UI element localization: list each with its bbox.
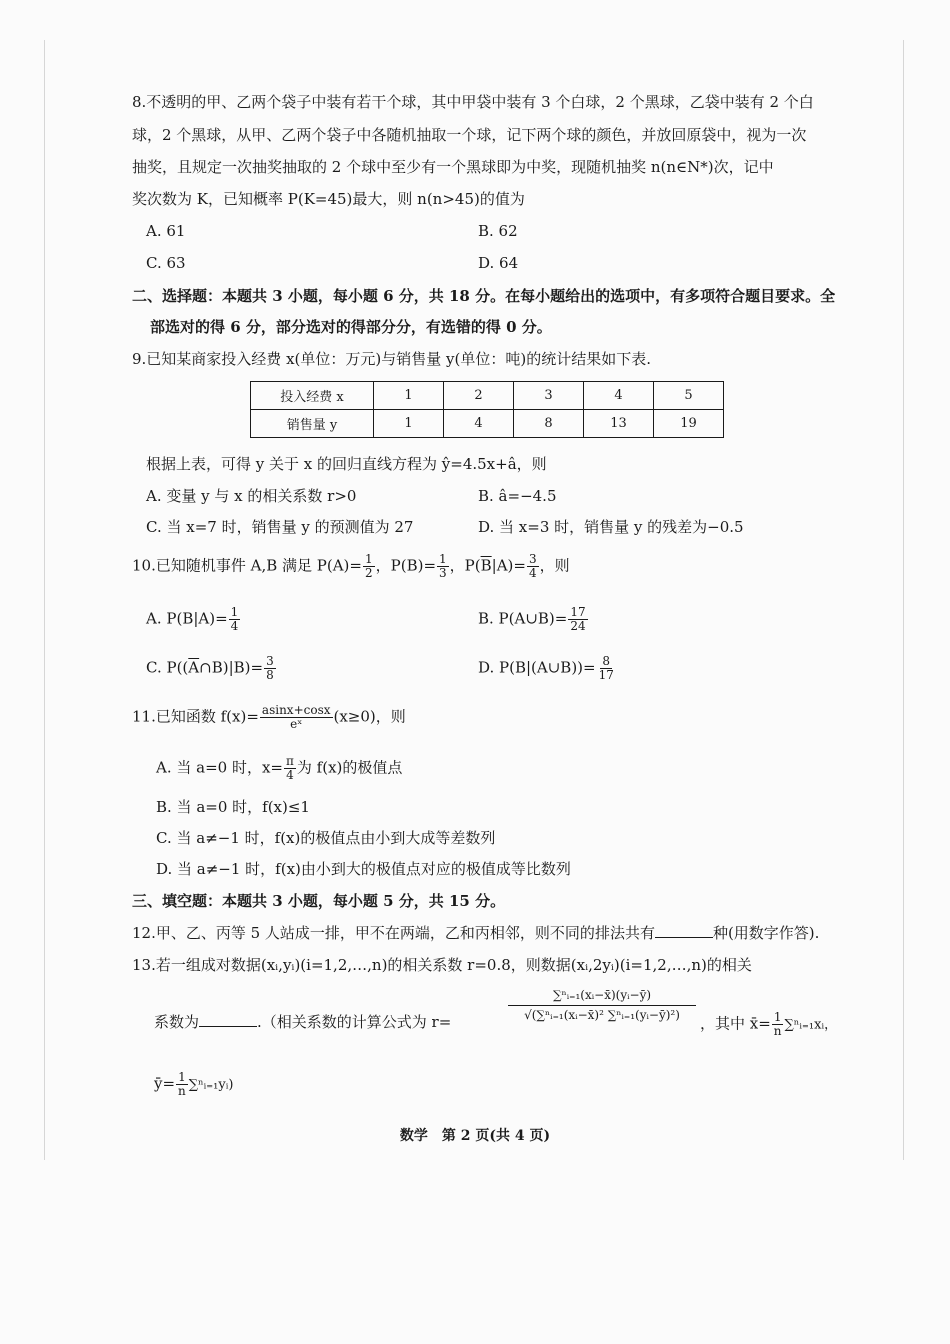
table-header-investment: 投入经费 x	[251, 382, 374, 410]
answer-blank[interactable]	[199, 1012, 257, 1027]
fraction	[284, 755, 296, 782]
table-header-sales: 销售量 y	[251, 410, 374, 438]
denominator: 24	[570, 619, 586, 633]
numerator: 3	[266, 654, 274, 668]
fraction	[772, 1011, 784, 1038]
table-cell: 4	[584, 382, 654, 410]
q10-option-a	[146, 606, 241, 633]
q11-stem-suffix: (x≥0)，则	[333, 707, 406, 726]
q10-stem-suffix: ，则	[539, 556, 570, 575]
q13-xbar-def	[700, 1011, 837, 1038]
denominator: eˣ	[290, 717, 303, 731]
q8-line4: 奖次数为 K，已知概率 P(K=45)最大，则 n(n>45)的值为	[132, 190, 525, 208]
q11-option-a	[156, 755, 402, 782]
q13-ybar-def	[154, 1071, 233, 1098]
formula-denominator: √(∑ⁿᵢ₌₁(xᵢ−x̄)² ∑ⁿᵢ₌₁(yᵢ−ȳ)²)	[524, 1008, 680, 1022]
table-cell: 4	[444, 410, 514, 438]
q10-option-c	[146, 655, 277, 682]
table-cell: 13	[584, 410, 654, 438]
q13-line1: 13.若一组成对数据(xᵢ,yᵢ)(i=1,2,…,n)的相关系数 r=0.8，则数据(xᵢ,2yᵢ)(i=1,2,…,n)的相关	[132, 956, 752, 974]
q10-complement-b: $\overline{B}$	[480, 556, 492, 575]
option-text: ∩B)|B)=	[199, 658, 264, 677]
numerator: asinx+cosx	[261, 703, 331, 717]
q10-pc-text-b: |A)=	[491, 556, 526, 575]
q8-option-d: D. 64	[478, 254, 519, 272]
q12-stem	[132, 922, 819, 944]
numerator: 1	[439, 552, 447, 566]
table-cell: 1	[374, 410, 444, 438]
option-text: A. P(B|A)=	[146, 609, 228, 628]
q8-option-c: C. 63	[146, 254, 186, 272]
q8-line2: 球，2 个黑球，从甲、乙两个袋子中各随机抽取一个球，记下两个球的颜色，并放回原袋中，视为一次	[132, 126, 807, 144]
fraction	[527, 553, 539, 580]
q9-data-table	[250, 381, 724, 438]
table-cell: 1	[374, 382, 444, 410]
q12-text: 12.甲、乙、丙等 5 人站成一排，甲不在两端，乙和丙相邻，则不同的排法共有	[132, 924, 655, 942]
q10-stem	[132, 553, 570, 580]
fraction	[568, 606, 587, 633]
option-text: D. P(B|(A∪B))=	[478, 658, 596, 677]
q9-stem: 9.已知某商家投入经费 x(单位：万元)与销售量 y(单位：吨)的统计结果如下表.	[132, 350, 651, 368]
q13-text: ，其中 x̄=	[700, 1014, 771, 1033]
q11-stem	[132, 704, 406, 731]
q13-line2-prefix	[154, 1011, 451, 1033]
q9-option-b: B. â=−4.5	[478, 487, 557, 505]
denominator: 4	[528, 566, 537, 580]
q9-regression-line: 根据上表，可得 y 关于 x 的回归直线方程为 ŷ=4.5x+â，则	[146, 455, 547, 473]
q8-line1: 8.不透明的甲、乙两个袋子中装有若干个球，其中甲袋中装有 3 个白球，2 个黑球，乙袋中装有 2 个白	[132, 93, 814, 111]
numerator: 3	[528, 552, 537, 566]
correlation-formula	[508, 988, 696, 1022]
numerator: 1	[773, 1010, 782, 1024]
q13-ybar-sum: ∑ⁿᵢ₌₁yᵢ)	[188, 1077, 234, 1093]
section2-heading-line1: 二、选择题：本题共 3 小题，每小题 6 分，共 18 分。在每小题给出的选项中，有多项符合题目要求。全	[132, 287, 836, 305]
q10-stem-prefix: 10.已知随机事件 A,B 满足 P(A)=	[132, 556, 362, 575]
denominator: 4	[286, 768, 294, 782]
q11-option-d: D. 当 a≠−1 时，f(x)由小到大的极值点对应的极值成等比数列	[156, 860, 571, 878]
table-row	[251, 410, 724, 438]
q10-pb-text: ，P(B)=	[375, 556, 437, 575]
table-row	[251, 382, 724, 410]
denominator: 3	[439, 566, 447, 580]
numerator: π	[286, 754, 294, 768]
q8-option-b: B. 62	[478, 222, 518, 240]
q11-option-b: B. 当 a=0 时，f(x)≤1	[156, 798, 310, 816]
q13-xbar-sum: ∑ⁿᵢ₌₁xᵢ，	[784, 1017, 838, 1033]
denominator: n	[773, 1024, 782, 1038]
numerator: 8	[602, 654, 611, 668]
section3-heading: 三、填空题：本题共 3 小题，每小题 5 分，共 15 分。	[132, 892, 506, 910]
denominator: 8	[266, 668, 274, 682]
q13-text: ȳ=	[154, 1074, 176, 1093]
table-cell: 19	[654, 410, 724, 438]
page-footer: 数学 第 2 页(共 4 页)	[399, 1128, 551, 1144]
fraction	[260, 704, 333, 731]
numerator: 17	[570, 605, 586, 619]
table-cell: 3	[514, 382, 584, 410]
numerator: 1	[178, 1070, 186, 1084]
q9-option-a: A. 变量 y 与 x 的相关系数 r>0	[146, 487, 357, 505]
denominator: 2	[364, 566, 373, 580]
denominator: 4	[230, 619, 239, 633]
q10-pc-text: ，P(	[449, 556, 481, 575]
table-cell: 8	[514, 410, 584, 438]
option-text: A. 当 a=0 时，x=	[156, 758, 283, 777]
q13-text: 系数为	[154, 1013, 200, 1031]
fraction	[437, 553, 449, 580]
q10-option-d	[478, 655, 617, 682]
numerator: 1	[364, 552, 373, 566]
page-edge-right	[903, 40, 904, 1160]
denominator: n	[178, 1084, 186, 1098]
q11-stem-prefix: 11.已知函数 f(x)=	[132, 707, 259, 726]
fraction	[363, 553, 375, 580]
fraction	[597, 655, 616, 682]
option-text: C. P((	[146, 658, 189, 677]
option-text: 为 f(x)的极值点	[296, 758, 403, 777]
q11-option-c: C. 当 a≠−1 时，f(x)的极值点由小到大成等差数列	[156, 829, 496, 847]
option-text: B. P(A∪B)=	[478, 609, 568, 628]
denominator: 17	[598, 668, 614, 682]
q8-line3: 抽奖，且规定一次抽奖抽取的 2 个球中至少有一个黑球即为中奖，现随机抽奖 n(n∈N*)次，记中	[132, 158, 774, 176]
fraction	[176, 1071, 188, 1098]
formula-numerator: ∑ⁿᵢ₌₁(xᵢ−x̄)(yᵢ−ȳ)	[508, 988, 696, 1006]
q9-option-c: C. 当 x=7 时，销售量 y 的预测值为 27	[146, 518, 414, 536]
q8-option-a: A. 61	[146, 222, 186, 240]
q13-formula-intro: .（相关系数的计算公式为 r=	[257, 1013, 452, 1031]
fraction	[229, 606, 241, 633]
q9-option-d: D. 当 x=3 时，销售量 y 的残差为−0.5	[478, 518, 744, 536]
answer-blank[interactable]	[655, 923, 713, 938]
q12-text-tail: 种(用数字作答).	[712, 924, 820, 942]
numerator: 1	[230, 605, 239, 619]
fraction	[264, 655, 276, 682]
section2-heading-line2: 部选对的得 6 分，部分选对的得部分分，有选错的得 0 分。	[150, 318, 552, 336]
table-cell: 5	[654, 382, 724, 410]
table-cell: 2	[444, 382, 514, 410]
complement-a: $\overline{A}$	[188, 658, 200, 677]
q10-option-b	[478, 606, 589, 633]
page-edge-left	[44, 40, 45, 1160]
